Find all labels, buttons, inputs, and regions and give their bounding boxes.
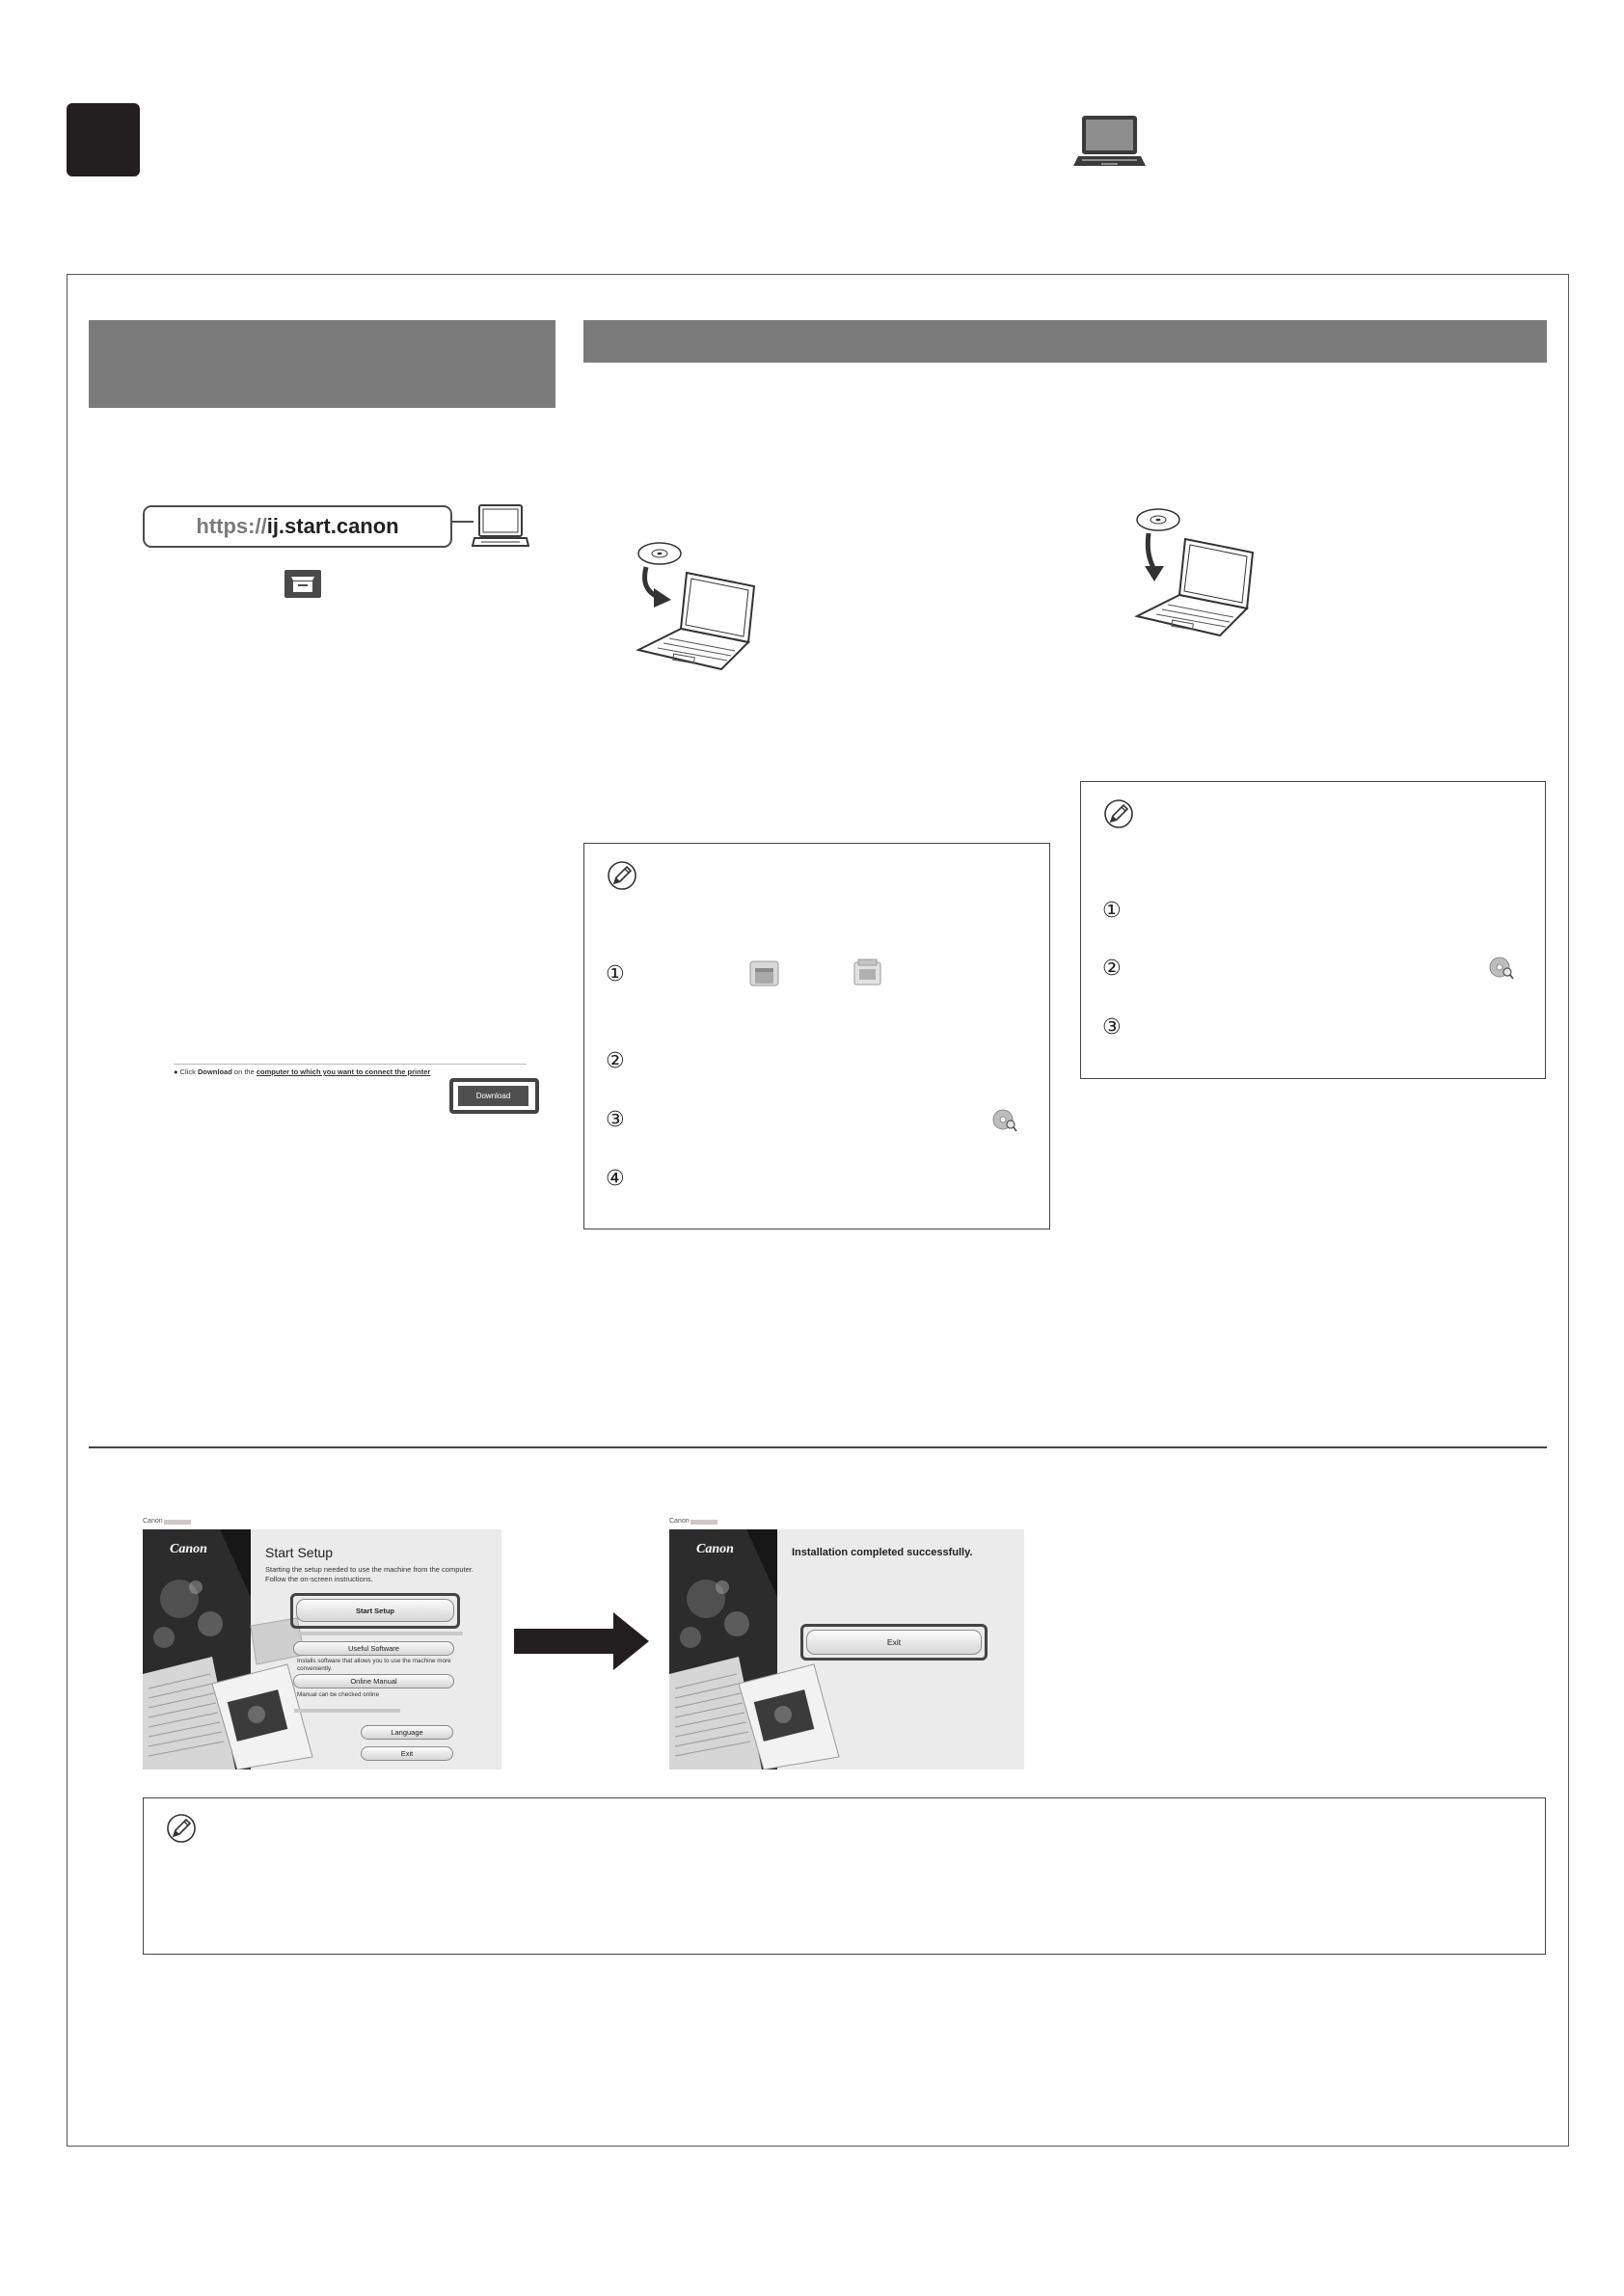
laptop-outline-icon — [472, 503, 529, 550]
completion-message: Installation completed successfully. — [792, 1547, 973, 1558]
download-word: Download — [197, 1067, 232, 1076]
step-number: ① — [606, 962, 625, 986]
start-setup-button: Start Setup — [296, 1599, 454, 1622]
note-pencil-icon — [607, 860, 637, 891]
url-connector-line — [450, 521, 474, 523]
open-box-icon — [284, 570, 321, 598]
url-box — [143, 505, 452, 548]
useful-software-button: Useful Software — [293, 1641, 454, 1656]
canon-logo: Canon — [170, 1542, 207, 1556]
download-snippet-rule — [174, 1064, 527, 1065]
click-word: Click — [179, 1067, 196, 1076]
computer-link-text: computer to which you want to connect the printer — [256, 1067, 431, 1076]
url-scheme: https:// — [196, 514, 267, 538]
setup-disc-icon — [1489, 956, 1514, 980]
online-manual-button: Online Manual — [293, 1674, 454, 1688]
screen-subtitle: Starting the setup needed to use the machine from the computer. — [265, 1565, 474, 1574]
screen-header-blur — [690, 1520, 717, 1525]
software-description: Installs software that allows you to use the machine more — [297, 1658, 451, 1664]
exit-button: Exit — [361, 1746, 453, 1761]
cd-into-laptop-icon — [1133, 506, 1257, 638]
laptop-icon — [1072, 114, 1147, 170]
canon-logo: Canon — [696, 1542, 734, 1556]
applications-icon — [853, 959, 882, 986]
bullet: ● — [174, 1067, 178, 1076]
step-number: ① — [1102, 899, 1122, 923]
setup-disc-icon — [992, 1108, 1017, 1132]
step-number: ② — [606, 1049, 625, 1073]
right-section-header — [583, 320, 1547, 363]
installation-complete-screenshot — [669, 1529, 1024, 1769]
section-divider — [89, 1446, 1547, 1448]
step-badge — [67, 103, 140, 176]
cd-into-laptop-icon — [635, 540, 758, 672]
screen-subtitle: Follow the on-screen instructions. — [265, 1575, 373, 1583]
step-number: ③ — [1102, 1015, 1122, 1040]
screen-title: Start Setup — [265, 1545, 334, 1560]
note-box-bottom — [143, 1797, 1546, 1955]
left-section-header — [89, 320, 555, 408]
note-pencil-icon — [1103, 798, 1134, 829]
note-pencil-icon — [166, 1813, 197, 1844]
start-setup-screenshot — [143, 1529, 501, 1769]
download-instruction — [174, 1067, 430, 1076]
hidden-text-line — [297, 1632, 463, 1635]
screen-brand-header: Canon — [669, 1518, 690, 1525]
step-number: ② — [1102, 957, 1122, 981]
screen-header-blur — [164, 1520, 191, 1525]
blurred-text-line — [294, 1709, 400, 1713]
step-number: ③ — [606, 1108, 625, 1132]
manual-description: Manual can be checked online — [297, 1691, 380, 1698]
step-number: ④ — [606, 1167, 625, 1191]
finder-icon — [749, 960, 779, 986]
download-button: Download — [458, 1086, 528, 1106]
right-arrow-icon — [514, 1612, 649, 1670]
note-box-left — [583, 843, 1050, 1229]
screen-brand-header: Canon — [143, 1518, 163, 1525]
language-button: Language — [361, 1725, 453, 1740]
url-host: ij.start.canon — [266, 514, 399, 538]
note-box-right — [1080, 781, 1546, 1079]
software-description: conveniently. — [297, 1665, 333, 1672]
on-the-words: on the — [233, 1067, 255, 1076]
exit-button: Exit — [806, 1630, 982, 1655]
